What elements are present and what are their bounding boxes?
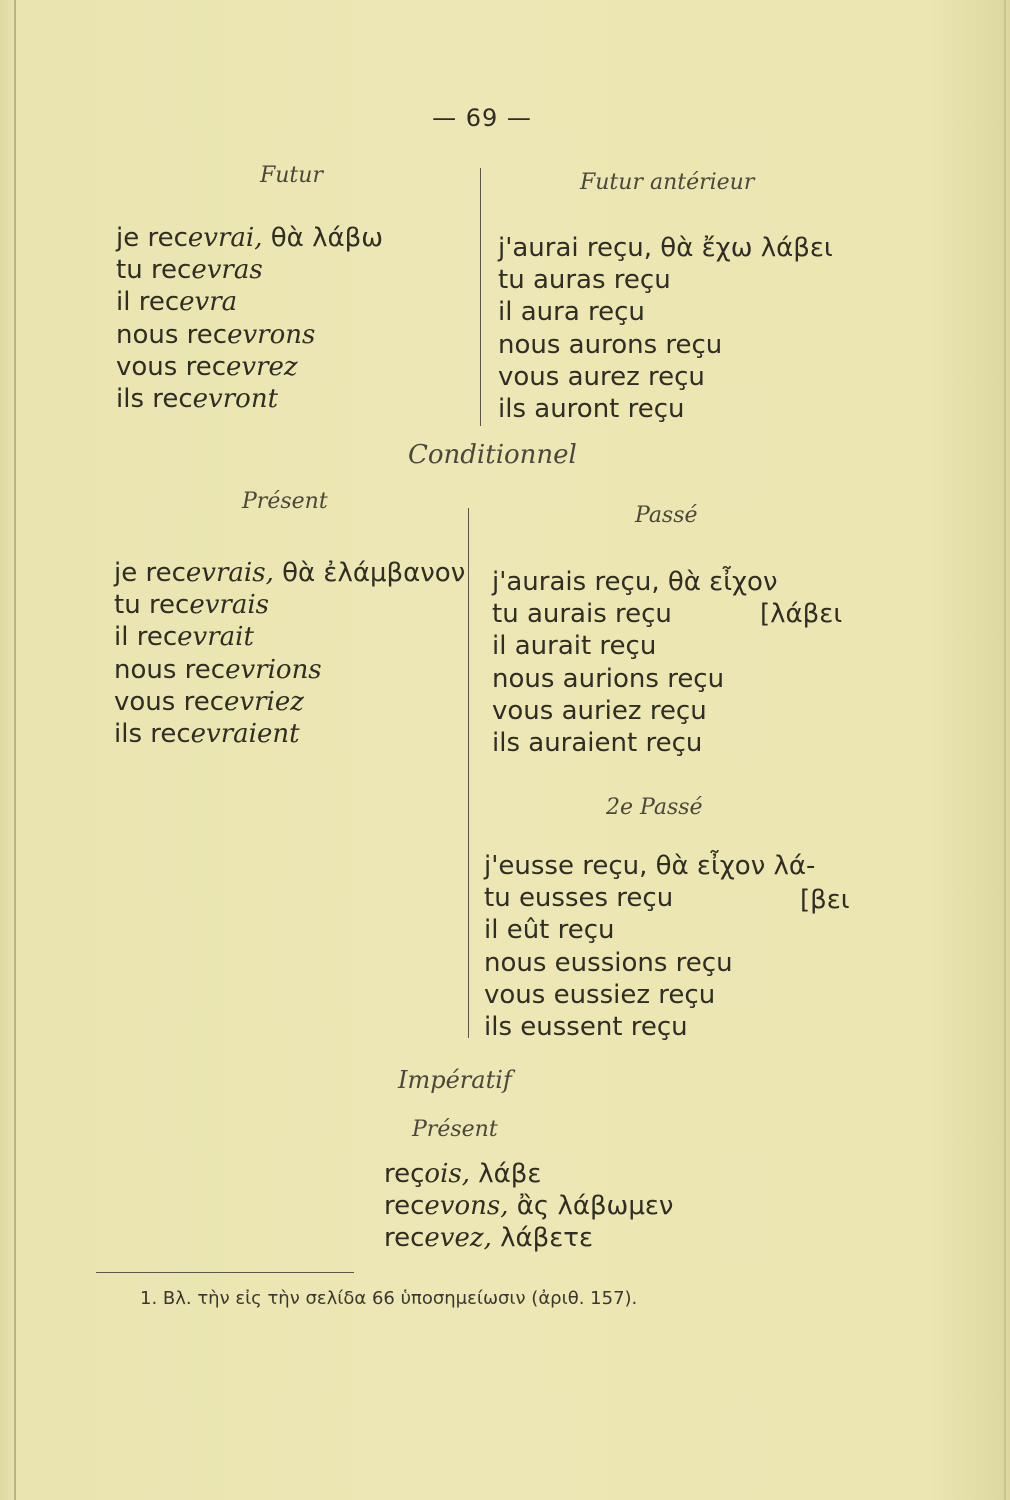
cond-passe2-line: j'eusse reçu, θὰ εἶχον λά-	[484, 851, 816, 881]
conditionnel-present-heading: Présent	[242, 489, 328, 514]
cond-passe-line: tu aurais reçu	[492, 599, 672, 630]
greek-translation: ἂς λάβωμεν	[508, 1191, 674, 1222]
page-right-edge	[1004, 0, 1006, 1500]
cond-present-line	[114, 718, 465, 750]
verb-ending: evrez	[226, 351, 298, 382]
verb-ending: ois,	[424, 1159, 470, 1189]
verb-stem: je rec	[116, 223, 188, 253]
cond-present-line	[114, 589, 465, 621]
verb-ending: evrais	[189, 590, 270, 621]
verb-ending: evrai,	[187, 223, 263, 253]
imperatif-heading: Impératif	[398, 1066, 512, 1094]
verb-ending: evra	[179, 287, 238, 318]
futur-line	[116, 254, 383, 286]
futur-line	[116, 319, 383, 351]
futur-anterieur-line: il aura reçu	[498, 297, 645, 328]
futur-conjugation	[116, 222, 383, 415]
cond-passe2-line: tu eusses reçu	[484, 883, 674, 914]
cond-passe2-line: il eût reçu	[484, 915, 615, 946]
verb-ending: evras	[191, 255, 263, 286]
greek-translation: θὰ λάβω	[262, 223, 383, 253]
verb-stem: rec	[384, 1191, 425, 1222]
futur-anterieur-line: j'aurai reçu, θὰ ἔχω λάβει	[498, 233, 833, 263]
verb-stem: nous rec	[114, 654, 226, 685]
futur-anterieur-line: nous aurons reçu	[498, 329, 723, 360]
verb-ending: evons,	[424, 1191, 509, 1222]
cond-present-line	[114, 686, 465, 718]
cond-passe2-line: vous eussiez reçu	[484, 979, 716, 1010]
column-divider-top	[480, 168, 481, 426]
imperatif-conjugation	[384, 1158, 673, 1255]
verb-stem: il rec	[116, 287, 180, 318]
verb-ending: evrons	[227, 319, 316, 350]
cond-passe-line: j'aurais reçu, θὰ εἶχον	[492, 567, 778, 597]
conditionnel-heading: Conditionnel	[408, 440, 577, 470]
verb-ending: evraient	[190, 719, 300, 750]
page-number: — 69 —	[432, 104, 532, 132]
conditionnel-present-conjugation	[114, 557, 465, 750]
verb-stem: vous rec	[116, 351, 226, 382]
footnote: 1. Βλ. τὴν εἰς τὴν σελίδα 66 ὑποσημείωσιν (ἀριθ. 157).	[140, 1288, 638, 1309]
verb-ending: evront	[192, 384, 279, 415]
verb-ending: evriez	[224, 686, 304, 717]
footnote-rule	[96, 1272, 354, 1273]
verb-ending: evrions	[225, 654, 322, 685]
futur-anterieur-line: vous aurez reçu	[498, 361, 705, 392]
greek-translation: λάβετε	[491, 1223, 594, 1254]
futur-line	[116, 286, 383, 318]
verb-stem: reç	[384, 1159, 425, 1189]
cond-passe-line: vous auriez reçu	[492, 695, 707, 726]
verb-stem: ils rec	[114, 719, 191, 750]
imperatif-line	[384, 1190, 673, 1222]
imperatif-line	[384, 1222, 673, 1254]
conditionnel-passe2-conjugation	[484, 850, 815, 1043]
imperatif-line	[384, 1158, 673, 1190]
greek-translation: θὰ ἐλάμβανον	[273, 558, 466, 588]
verb-ending: evez,	[424, 1223, 492, 1254]
verb-stem: rec	[384, 1223, 425, 1254]
cond-passe-line: il aurait reçu	[492, 631, 657, 662]
conditionnel-passe-greek-continuation: [λάβει	[760, 599, 843, 629]
futur-line	[116, 222, 383, 254]
cond-passe-line: nous aurions reçu	[492, 663, 725, 694]
cond-present-line	[114, 621, 465, 653]
verb-ending: evrait	[177, 622, 254, 653]
cond-passe2-line: nous eussions reçu	[484, 947, 733, 978]
cond-passe2-line: ils eussent reçu	[484, 1012, 688, 1043]
verb-stem: tu rec	[116, 255, 192, 286]
conditionnel-passe-heading: Passé	[635, 503, 698, 528]
futur-line	[116, 351, 383, 383]
futur-heading: Futur	[260, 163, 323, 188]
page-left-edge	[14, 0, 16, 1500]
verb-stem: nous rec	[116, 319, 228, 350]
verb-stem: tu rec	[114, 590, 190, 621]
cond-present-line	[114, 654, 465, 686]
futur-anterieur-heading: Futur antérieur	[580, 170, 755, 195]
futur-anterieur-conjugation	[498, 232, 833, 425]
futur-line	[116, 383, 383, 415]
verb-stem: il rec	[114, 622, 178, 653]
cond-present-line	[114, 557, 465, 589]
verb-ending: evrais,	[185, 558, 274, 588]
column-divider-bottom	[468, 508, 469, 1038]
conditionnel-passe2-greek-continuation: [βει	[800, 885, 850, 915]
verb-stem: je rec	[114, 558, 186, 588]
futur-anterieur-line: tu auras reçu	[498, 265, 671, 296]
verb-stem: ils rec	[116, 384, 193, 415]
conditionnel-passe-conjugation	[492, 566, 777, 759]
imperatif-present-heading: Présent	[412, 1117, 498, 1142]
conditionnel-passe2-heading: 2e Passé	[606, 795, 703, 820]
cond-passe-line: ils auraient reçu	[492, 728, 703, 759]
verb-stem: vous rec	[114, 686, 224, 717]
futur-anterieur-line: ils auront reçu	[498, 394, 685, 425]
greek-translation: λάβε	[470, 1159, 542, 1189]
